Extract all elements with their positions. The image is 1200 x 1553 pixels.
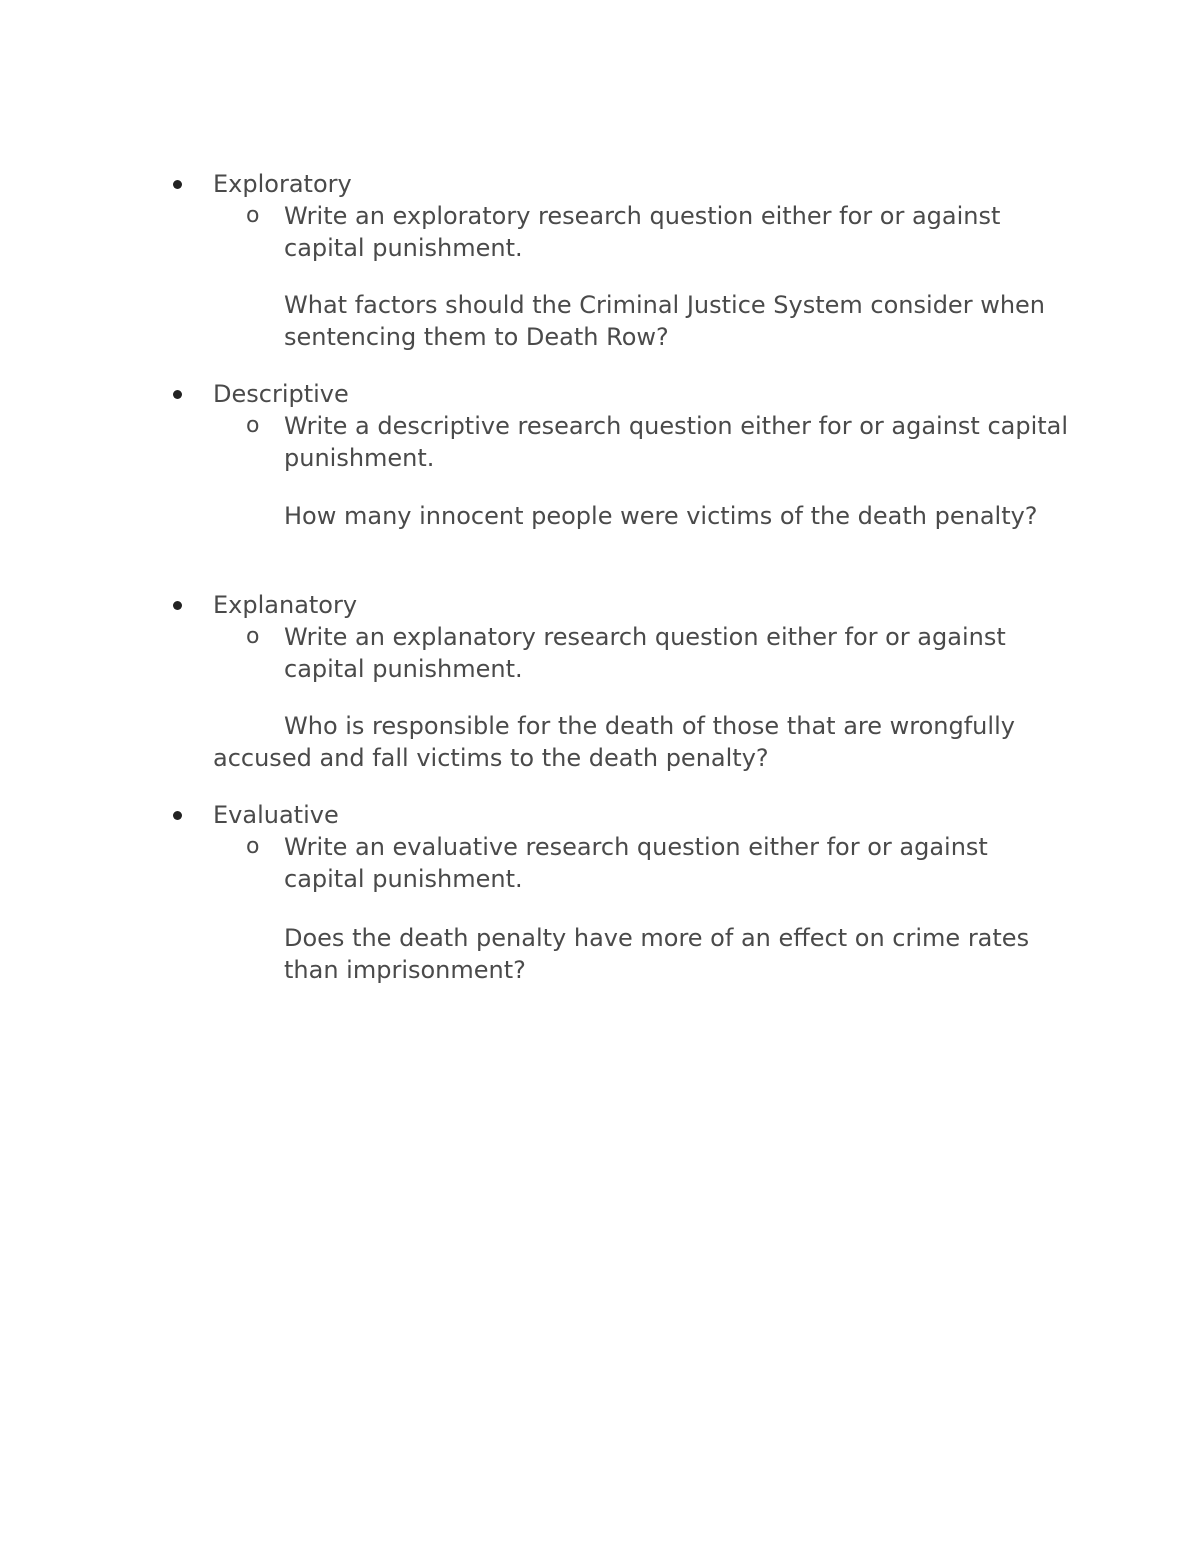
bullet-icon <box>173 390 182 399</box>
question-text: Write an evaluative research question either for or against capital punishment. <box>284 833 988 893</box>
question-text: Write an exploratory research question either for or against capital punishment. <box>284 202 1001 262</box>
answer-text: How many innocent people were victims of the death penalty? <box>284 502 1038 530</box>
sub-bullet-marker: o <box>246 413 260 438</box>
bullet-icon <box>173 180 182 189</box>
section-heading: Evaluative <box>213 801 339 829</box>
question-text: Write an explanatory research question either for or against capital punishment. <box>284 623 1006 683</box>
section-heading: Descriptive <box>213 380 349 408</box>
bullet-icon <box>173 811 182 820</box>
answer-text: Who is responsible for the death of those that are wrongfully accused and fall victims to the death penalty? <box>213 712 1015 772</box>
bullet-icon <box>173 601 182 610</box>
sub-bullet-marker: o <box>246 834 260 859</box>
section-heading: Explanatory <box>213 591 358 619</box>
sub-bullet-marker: o <box>246 203 260 228</box>
section-heading: Exploratory <box>213 170 352 198</box>
answer-text: Does the death penalty have more of an effect on crime rates than imprisonment? <box>284 924 1030 984</box>
question-text: Write a descriptive research question either for or against capital punishment. <box>284 412 1069 472</box>
answer-text: What factors should the Criminal Justice System consider when sentencing them to Death Row? <box>284 291 1046 351</box>
sub-bullet-marker: o <box>246 624 260 649</box>
